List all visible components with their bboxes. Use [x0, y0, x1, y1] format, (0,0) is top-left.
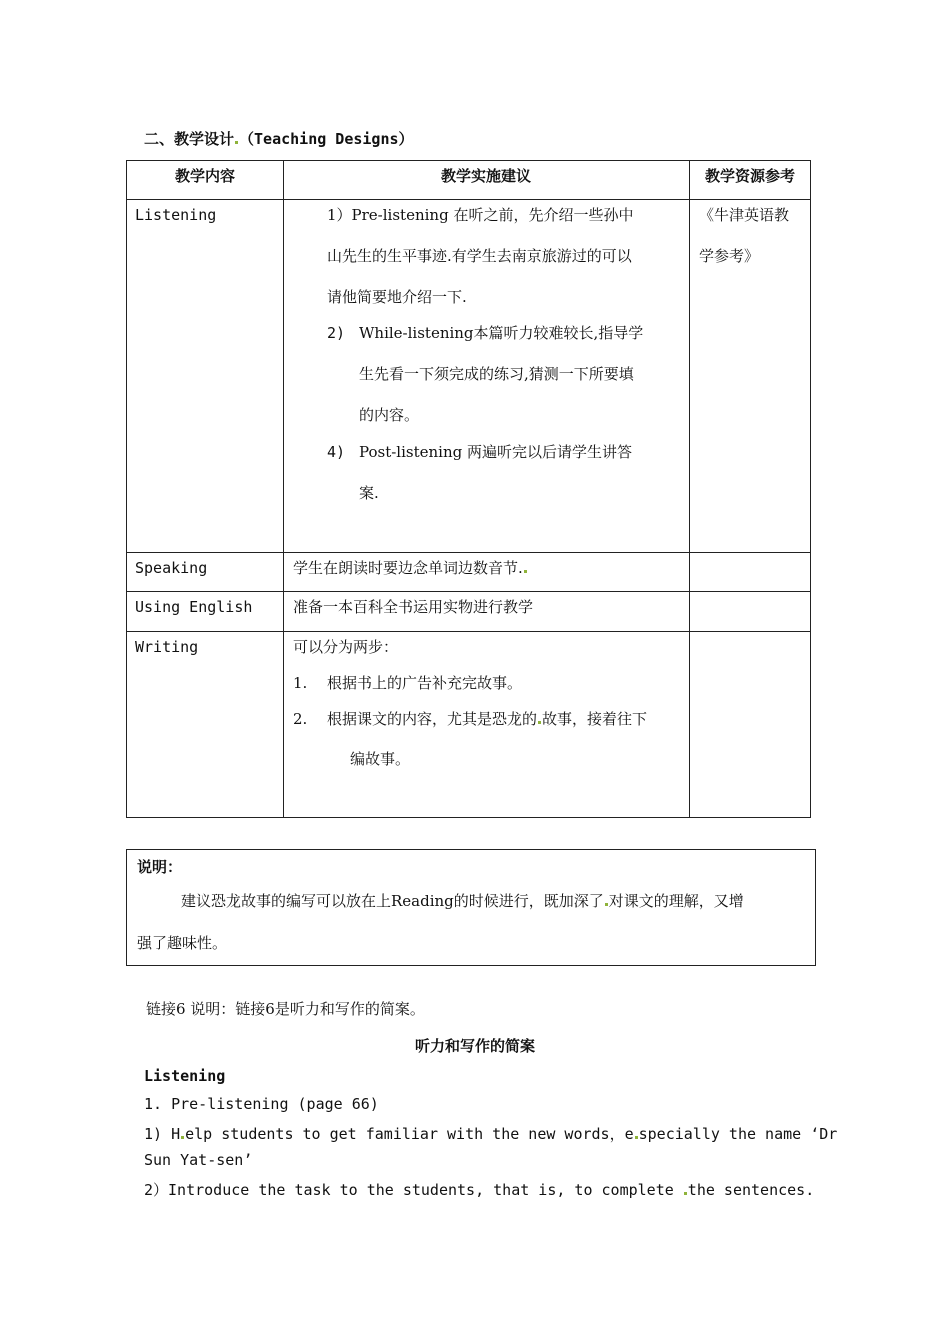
- row-label-writing: Writing: [135, 638, 199, 656]
- step1-c: specially the name ‘Dr: [638, 1125, 838, 1143]
- writing-item2-number: 2.: [293, 710, 308, 728]
- marker-dot: [635, 1136, 638, 1139]
- writing-item2-text-b: 故事，接着往下: [542, 710, 648, 728]
- listening-heading: Listening: [144, 1067, 226, 1085]
- step1-a: 1) H: [144, 1125, 181, 1143]
- listening-item2-line: 生先看一下须完成的练习,猜测一下所要填: [359, 365, 634, 383]
- note-line1-b: 对课文的理解，又增: [608, 892, 744, 910]
- row-label-listening: Listening: [135, 206, 217, 224]
- row-divider: [127, 552, 810, 553]
- row-divider: [127, 199, 810, 200]
- marker-dot: [684, 1192, 687, 1195]
- section-heading-cn: 二、教学设计: [144, 130, 235, 148]
- center-title: 听力和写作的简案: [414, 1037, 535, 1055]
- writing-item2-text-a: 根据课文的内容，尤其是恐龙的: [327, 710, 538, 728]
- listening-item4-line: 案.: [359, 484, 379, 502]
- listening-item1-line: 1）Pre-listening 在听之前，先介绍一些孙中: [327, 206, 634, 224]
- note-box: [126, 849, 816, 966]
- listening-item1-line: 山先生的生平事迹.有学生去南京旅游过的可以: [327, 247, 632, 265]
- pre-listening-line: 1. Pre-listening (page 66): [144, 1095, 379, 1113]
- listening-item4-number: 4): [327, 443, 346, 461]
- listening-resource-line: 《牛津英语教: [699, 206, 790, 224]
- speaking-text: [293, 558, 528, 578]
- using-english-text: 准备一本百科全书运用实物进行教学: [293, 598, 534, 616]
- teaching-design-table: [126, 160, 811, 818]
- listening-resource-line: 学参考》: [699, 247, 760, 265]
- row-label-using-english: Using English: [135, 598, 253, 616]
- section-heading-en: （Teaching Designs）: [239, 130, 414, 148]
- note-line1-a: 建议恐龙故事的编写可以放在上Reading的时候进行，既加深了: [181, 892, 604, 910]
- header-content: 教学内容: [174, 167, 235, 185]
- column-divider: [283, 161, 284, 817]
- row-label-speaking: Speaking: [135, 559, 208, 577]
- step1-line2: Sun Yat-sen’: [144, 1151, 253, 1169]
- marker-dot: [605, 903, 608, 906]
- writing-item2-line1: [327, 709, 647, 729]
- marker-dot: [524, 570, 527, 573]
- step1-b: elp students to get familiar with the new words，e: [185, 1125, 634, 1143]
- writing-item1-text: 根据书上的广告补充完故事。: [327, 674, 523, 692]
- marker-dot: [181, 1136, 184, 1139]
- step2-line: [144, 1179, 814, 1200]
- writing-item1-number: 1.: [293, 674, 308, 692]
- listening-item4-line: Post-listening 两遍听完以后请学生讲答: [359, 443, 632, 461]
- header-suggestions: 教学实施建议: [440, 167, 531, 185]
- marker-dot: [538, 721, 541, 724]
- note-line1: [181, 890, 744, 911]
- listening-item2-line: While-listening本篇听力较难较长,指导学: [359, 324, 644, 342]
- link-note: 链接6 说明：链接6是听力和写作的简案。: [146, 1000, 425, 1018]
- section-heading: [144, 128, 414, 149]
- column-divider: [689, 161, 690, 817]
- writing-item2-line2: 编故事。: [350, 750, 411, 768]
- header-resources: 教学资源参考: [704, 167, 795, 185]
- note-line2: 强了趣味性。: [137, 934, 228, 952]
- row-divider: [127, 591, 810, 592]
- note-title: 说明：: [137, 858, 183, 876]
- step2-b: the sentences.: [687, 1181, 815, 1199]
- speaking-text-content: 学生在朗读时要边念单词边数音节.: [293, 559, 523, 577]
- listening-item2-number: 2): [327, 324, 346, 342]
- marker-dot: [235, 141, 238, 144]
- listening-item2-line: 的内容。: [359, 406, 420, 424]
- step2-a: 2）Introduce the task to the students, that is, to complete: [144, 1181, 683, 1199]
- step1-line: [144, 1123, 837, 1144]
- writing-intro: 可以分为两步：: [293, 638, 399, 656]
- row-divider: [127, 631, 810, 632]
- listening-item1-line: 请他简要地介绍一下.: [327, 288, 467, 306]
